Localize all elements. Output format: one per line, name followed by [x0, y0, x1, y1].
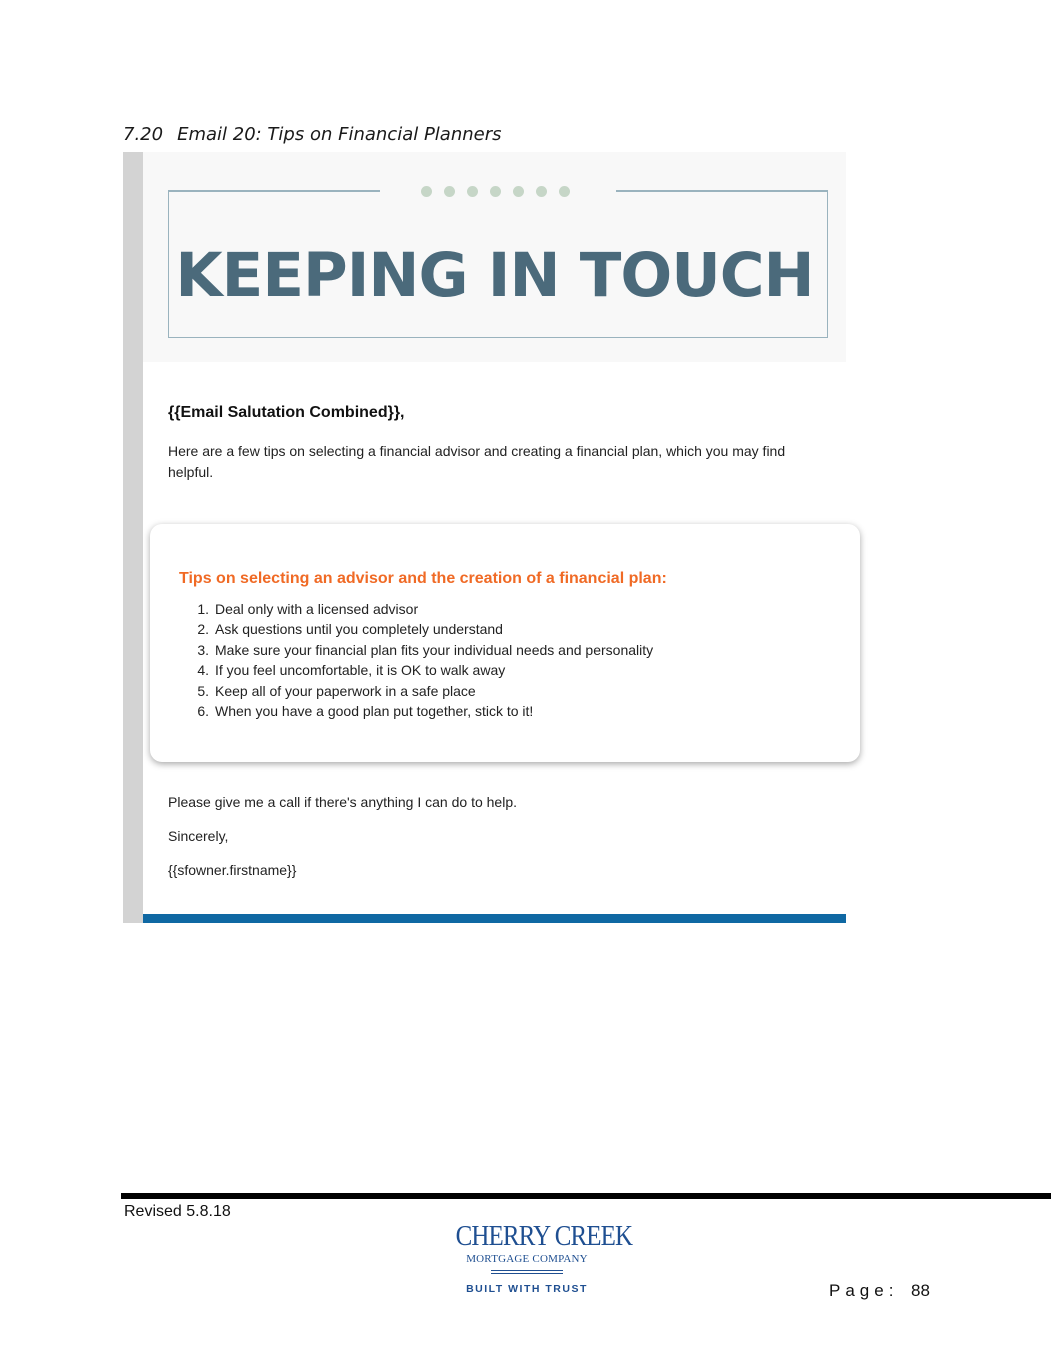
email-intro: Here are a few tips on selecting a financial advisor and creating a financial plan, which you may find helpful.	[168, 443, 786, 480]
banner-dot	[490, 186, 501, 197]
banner-dot	[559, 186, 570, 197]
tip-item	[179, 681, 653, 701]
email-left-margin-bar	[123, 152, 143, 923]
tip-number: 6.	[197, 702, 209, 719]
tip-text: Keep all of your paperwork in a safe place	[215, 682, 476, 699]
logo-motto: BUILT WITH TRUST	[466, 1283, 588, 1295]
revised-date: Revised 5.8.18	[124, 1203, 231, 1220]
section-number: 7.20	[123, 124, 164, 145]
email-salutation: {{Email Salutation Combined}},	[168, 404, 405, 421]
banner-dot	[444, 186, 455, 197]
logo-subtitle: MORTGAGE COMPANY	[466, 1253, 588, 1265]
footer-rule	[121, 1193, 1051, 1199]
tip-item	[179, 619, 653, 639]
email-banner	[143, 152, 846, 362]
company-logo	[444, 1220, 633, 1302]
banner-dot	[421, 186, 432, 197]
banner-title: KEEPING IN TOUCH	[175, 240, 814, 311]
email-bottom-bar	[143, 914, 846, 923]
email-preview	[123, 152, 846, 923]
banner-dots	[421, 186, 570, 197]
tip-item	[179, 701, 653, 721]
section-heading	[123, 124, 502, 145]
tip-item	[179, 660, 653, 680]
tip-item	[179, 599, 653, 619]
banner-dot	[467, 186, 478, 197]
banner-dot	[513, 186, 524, 197]
tip-number: 4.	[197, 662, 209, 679]
banner-frame-top-right	[616, 190, 828, 192]
tip-text: Make sure your financial plan fits your individual needs and personality	[215, 641, 654, 658]
tip-text: Ask questions until you completely understand	[215, 621, 503, 638]
tip-text: When you have a good plan put together, stick to it!	[215, 702, 534, 719]
tip-item	[179, 640, 653, 660]
tips-list	[179, 599, 653, 721]
page-label: Page:	[829, 1281, 899, 1300]
tip-text: If you feel uncomfortable, it is OK to walk away	[215, 662, 506, 679]
tips-card	[150, 524, 860, 762]
tips-title: Tips on selecting an advisor and the creation of a financial plan:	[179, 570, 667, 587]
tip-number: 1.	[197, 601, 209, 617]
email-owner-name: {{sfowner.firstname}}	[168, 862, 297, 878]
section-title: Email 20: Tips on Financial Planners	[177, 124, 502, 145]
logo-rule	[491, 1270, 563, 1271]
logo-rule	[491, 1273, 563, 1274]
banner-dot	[536, 186, 547, 197]
page-number: 88	[911, 1281, 930, 1300]
logo-name: CHERRY CREEK	[455, 1220, 633, 1252]
tip-number: 2.	[197, 621, 209, 638]
email-sign-off: Sincerely,	[168, 828, 229, 844]
banner-frame-top-left	[168, 190, 380, 192]
tip-number: 5.	[197, 682, 209, 699]
tip-number: 3.	[197, 641, 209, 658]
tip-text: Deal only with a licensed advisor	[215, 601, 419, 617]
email-closing: Please give me a call if there's anything I can do to help.	[168, 794, 517, 810]
